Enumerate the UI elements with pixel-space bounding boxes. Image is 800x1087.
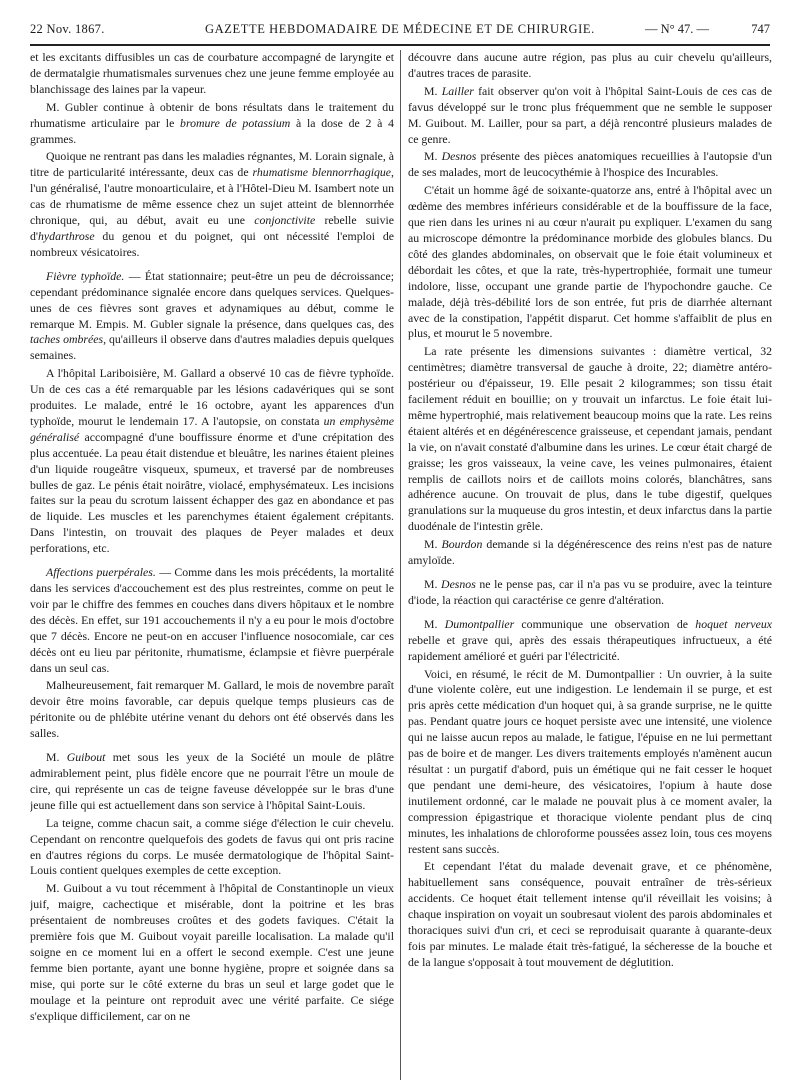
text-run: M. Gubler continue à obtenir de bons résultats dans le traitement du rhumatisme articulaire par le <box>30 99 394 130</box>
text-run: C'était un homme âgé de soixante-quatorze ans, entré à l'hôpital avec un œdème des membres inférieurs considérable et de la bouffissure de la face, que rien dans les urines ni au cœur n'aurait pu expliquer. L'examen du sang au microscope démontre la prédominance morbide des globules blancs. Du côté des glandes abdominales, on observait que le foie était volumineux et débordait les côtes, et que la rate, très-hypertrophiée, formait une tumeur indolore, lisse, occupant une grande partie de l'hypochondre gauche. Ce malade, déjà très-débilité lors de son entrée, fut pris de diarrhée alternant avec de la constipation, l'appétit disparut. Cet homme s'affaiblit de plus en plus, et mourut le 5 novembre. <box>408 183 772 341</box>
paragraph <box>30 881 394 1024</box>
text-run: du genou et du poignet, qui ont nécessité l'emploi de nombreux vésicatoires. <box>30 228 394 259</box>
text-run: découvre dans aucune autre région, pas plus au cuir chevelu qu'ailleurs, d'autres traces de parasite. <box>408 50 772 80</box>
italic-text: hoquet nerveux <box>695 616 772 631</box>
paragraph <box>408 183 772 342</box>
text-run: Malheureusement, fait remarquer M. Gallard, le mois de novembre paraît devoir être moins favorable, car depuis quelque temps plusieurs cas de péritonite ou de phlébite utérine venant du dehors ont été observés dans les salles. <box>30 678 394 741</box>
text-run: ne le pense pas, car il n'a pas vu se produire, avec la teinture d'iode, la réaction qui caractérise ce genre d'altération. <box>408 577 772 607</box>
paragraph <box>30 565 394 676</box>
text-run: A l'hôpital Lariboisière, M. Gallard a observé 10 cas de fièvre typhoïde. Un de ces cas a été remarquable par les lésions cadavériques qui se sont produites. Le malade, entré le 16 octobre, ayant les apparences d'un typhoïde, mourut le lendemain 17. A l'autopsie, on constata <box>30 366 394 428</box>
journal-title: GAZETTE HEBDOMADAIRE DE MÉDECINE ET DE CHIRURGIE. <box>205 22 595 36</box>
left-column <box>30 50 394 1082</box>
header-rule <box>30 44 770 46</box>
text-run: rebelle et grave qui, après des essais thérapeutiques infructueux, a été rapidement amélioré et guéri par l'électricité. <box>408 632 772 663</box>
text-run: M. <box>424 616 445 631</box>
italic-text: Dumontpallier <box>444 616 515 631</box>
italic-text: rhumatisme blennorrhagique <box>252 165 392 180</box>
italic-text: Affections puerpérales. <box>46 565 156 580</box>
text-run: présente des pièces anatomiques recueillies à l'autopsie d'un de ses malades, mort de leucocythémie à l'hospice des Incurables. <box>408 149 772 180</box>
issue-number: — N° 47. — <box>645 22 710 36</box>
text-run: — État stationnaire; peut-être un peu de décroissance; cependant prédominance signalée encore dans quelques services. Quelques-unes de ces fièvres sont graves et adynamiques au début, comme le remarque M. Empis. M. Gubler signale la présence, dans quelques cas, des <box>30 268 394 331</box>
text-run: Et cependant l'état du malade devenait grave, et ce phénomène, habituellement sans conséquence, pouvait entraîner de très-sérieux accidents. Ce hoquet était tellement intense qu'il réveillait les voisins; à chaque inspiration on voyait un soubresaut violent des parois abdominales et thoraciques suivi d'un cri, et ceci se reproduisait quarante à quarante-deux fois par minutes. Le malade était très-fatigué, la sécheresse de la bouche et de la langue s'opposait à tout mouvement de déglutition. <box>408 859 772 969</box>
text-run: communique une observation de <box>514 616 696 631</box>
text-run: Quoique ne rentrant pas dans les maladies régnantes, M. Lorain signale, à titre de particularité intéressante, deux cas de <box>30 149 394 180</box>
italic-text: Guibout <box>66 750 106 765</box>
italic-text: Lailler <box>441 83 474 98</box>
text-run: et les excitants diffusibles un cas de courbature accompagné de laryngite et de dermatalgie rhumatismales survenues chez une jeune femme employée au blanchissage des laines par la vapeur. <box>30 50 394 96</box>
text-run: M. <box>424 537 442 552</box>
italic-text: taches ombrées <box>30 332 104 347</box>
paragraph <box>30 816 394 880</box>
text-run: à la dose de 2 à 4 grammes. <box>30 115 394 146</box>
text-run: La teigne, comme chacun sait, a comme siége d'élection le cuir chevelu. Cependant on rencontre quelquefois des godets de favus qui ont pris racine en d'autres régions du corps. Le musée dermatologique de l'hôpital Saint-Louis contient quelques exemples de cette exception. <box>30 815 394 878</box>
text-run: rebelle suivie d' <box>30 213 394 243</box>
paragraph <box>408 667 772 858</box>
text-run: , qu'ailleurs il observe dans d'autres maladies depuis quelques semaines. <box>30 332 394 363</box>
paragraph <box>30 50 394 98</box>
paragraph <box>30 678 394 742</box>
paragraph <box>408 344 772 535</box>
paragraph <box>30 149 394 260</box>
text-run: demande si la dégénérescence des reins n'est pas de nature amyloïde. <box>408 537 772 568</box>
column-divider <box>400 50 401 1080</box>
text-run: fait observer qu'on voit à l'hôpital Saint-Louis de ces cas de favus développé sur le tronc plus fréquemment que ne semble le supposer M. Guibout. M. Lailler, pour sa part, a déjà rencontré plusieurs malades de ce genre. <box>408 83 772 146</box>
paragraph <box>408 577 772 609</box>
text-run: accompagné d'une bouffissure énorme et d'une crépitation des plus accentuée. La peau était distendue et bleuâtre, les narines étaient pleines d'un liquide rougeâtre visqueux, spumeux, et traversé par de nombreuses bulles de gaz. Le pénis était noirâtre, violacé, emphysémateux. Les incisions faites sur la peau du scrotum laissent échapper des gaz en abondance et pas de liquide. Les muscles et les parenchymes étaient également crépitants. Dans l'intestin, on trouvait des plaques de Peyer malades et deux perforations, etc. <box>30 429 394 556</box>
page-number: 747 <box>751 22 770 36</box>
paragraph <box>408 617 772 665</box>
italic-text: hydarthrose <box>38 228 95 243</box>
text-run: — Comme dans les mois précédents, la mortalité dans les services d'accouchement est des plus restreintes, comme on peut le voir par le chiffre des femmes en couches dans divers hôpitaux et le nombre des décès. En effet, sur 191 accouchements il n'y a eu pour le mois d'octobre que 7 décès. Encore ne peut-on en accuser l'influence nosocomiale, car ces décès ont eu lieu par péritonite, rhumatisme, éclampsie et fièvre puerpérale dans un seul cas. <box>30 565 394 675</box>
text-run: La rate présente les dimensions suivantes : diamètre vertical, 32 centimètres; diamètre transversal de gauche à droite, 22; diamètre antéro-postérieur ou d'épaisseur, 19. Elle pesait 2 kilogrammes; son tissu était facilement réduit en bouillie; on y trouvait un infarctus. Le foie était lui-même hypertrophié, mais relativement beaucoup moins que la rate. Les reins étaient altérés et en dégénérescence graisseuse, et cependant jamais, pendant la vie, on n'avait constaté d'albumine dans les urines. Le cœur était chargé de graisse; les gros vaisseaux, la veine cave, les veines pulmonaires, étaient remplis de caillots noirs et de caillots moins colorés, blanchâtres, sans adhérence aucune. On trouvait de plus, dans le tube digestif, quelques granulations sur la muqueuse du gros intestin, et deux infarctus dans la partie duodénale de l'intestin grêle. <box>408 344 772 534</box>
text-run: M. <box>424 83 442 98</box>
running-header <box>30 18 770 40</box>
italic-text: conjonctivite <box>254 213 316 228</box>
italic-text: Fièvre typhoïde. <box>46 268 125 283</box>
paragraph <box>30 269 394 364</box>
text-run: M. Guibout a vu tout récemment à l'hôpital de Constantinople un vieux juif, maigre, cachectique et misérable, dont la poitrine et les bras présentaient de nombreuses croûtes et des godets faviques. C'était la première fois que M. Guibout voyait pareille localisation. La malade qu'il soigne en ce moment lui en a offert le second exemple. C'est une jeune femme bien portante, ayant une bonne hygiène, propre et soignée dans sa mise, qui porte sur le côté externe du bras un seul et large godet que le moulage et la peinture ont reproduit avec une vérité parfaite. Ce siége s'explique difficilement, car on ne <box>30 881 394 1023</box>
text-run: M. <box>424 149 442 164</box>
right-column <box>408 50 772 1082</box>
paragraph <box>30 750 394 814</box>
text-run: met sous les yeux de la Société un moule de plâtre admirablement peint, plus fidèle encore que ne pourrait l'être un moule de cire, qui représente un cas de teigne faveuse développée sur le bras d'une jeune fille qui est actuellement dans son service à l'hôpital Saint-Louis. <box>30 750 394 812</box>
text-run: Voici, en résumé, le récit de M. Dumontpallier : Un ouvrier, à la suite d'une violente colère, eut une indigestion. Le lendemain il se purge, et est pris après cette médication d'un hoquet qui, à sa grande surprise, ne le quitte pas. Pendant quatre jours ce hoquet persiste avec une intensité, une violence qui ne laisse aucun repos au malade, le fatigue, l'épuise en ne lui permettant pas de boire et de manger. Les divers traitements employés n'amènent aucun résultat : un purgatif d'abord, puis un émétique qui ne fait cesser le hoquet que pendant une demi-heure, des vésicatoires, l'opium à haute dose inutilement ordonné, car le malade ne pouvait plus à ce moment avaler, la compression épigastrique et thoracique violente pendant plus de cinq minutes, les inhalations de chloroforme poussées assez loin, tous ces moyens restent sans succès. <box>408 666 772 856</box>
paragraph <box>30 100 394 148</box>
italic-text: un emphysème généralisé <box>30 413 394 444</box>
text-run: , l'un généralisé, l'autre monoarticulaire, et à l'Hôtel-Dieu M. Isambert note un cas de rhumatisme de même essence chez un sujet atteint de blennorrhée chronique, qui, au début, avait eu une <box>30 165 394 228</box>
italic-text: Bourdon <box>441 537 483 552</box>
issue-date: 22 Nov. 1867. <box>30 22 105 36</box>
italic-text: Desnos <box>441 577 476 591</box>
text-run: M. <box>46 750 67 765</box>
paragraph <box>408 149 772 181</box>
text-run: M. <box>424 577 442 591</box>
paragraph <box>408 859 772 970</box>
paragraph <box>30 366 394 557</box>
paragraph <box>408 537 772 569</box>
paragraph <box>408 50 772 82</box>
paragraph <box>408 84 772 148</box>
italic-text: bromure de potassium <box>180 115 291 130</box>
italic-text: Desnos <box>441 149 477 164</box>
